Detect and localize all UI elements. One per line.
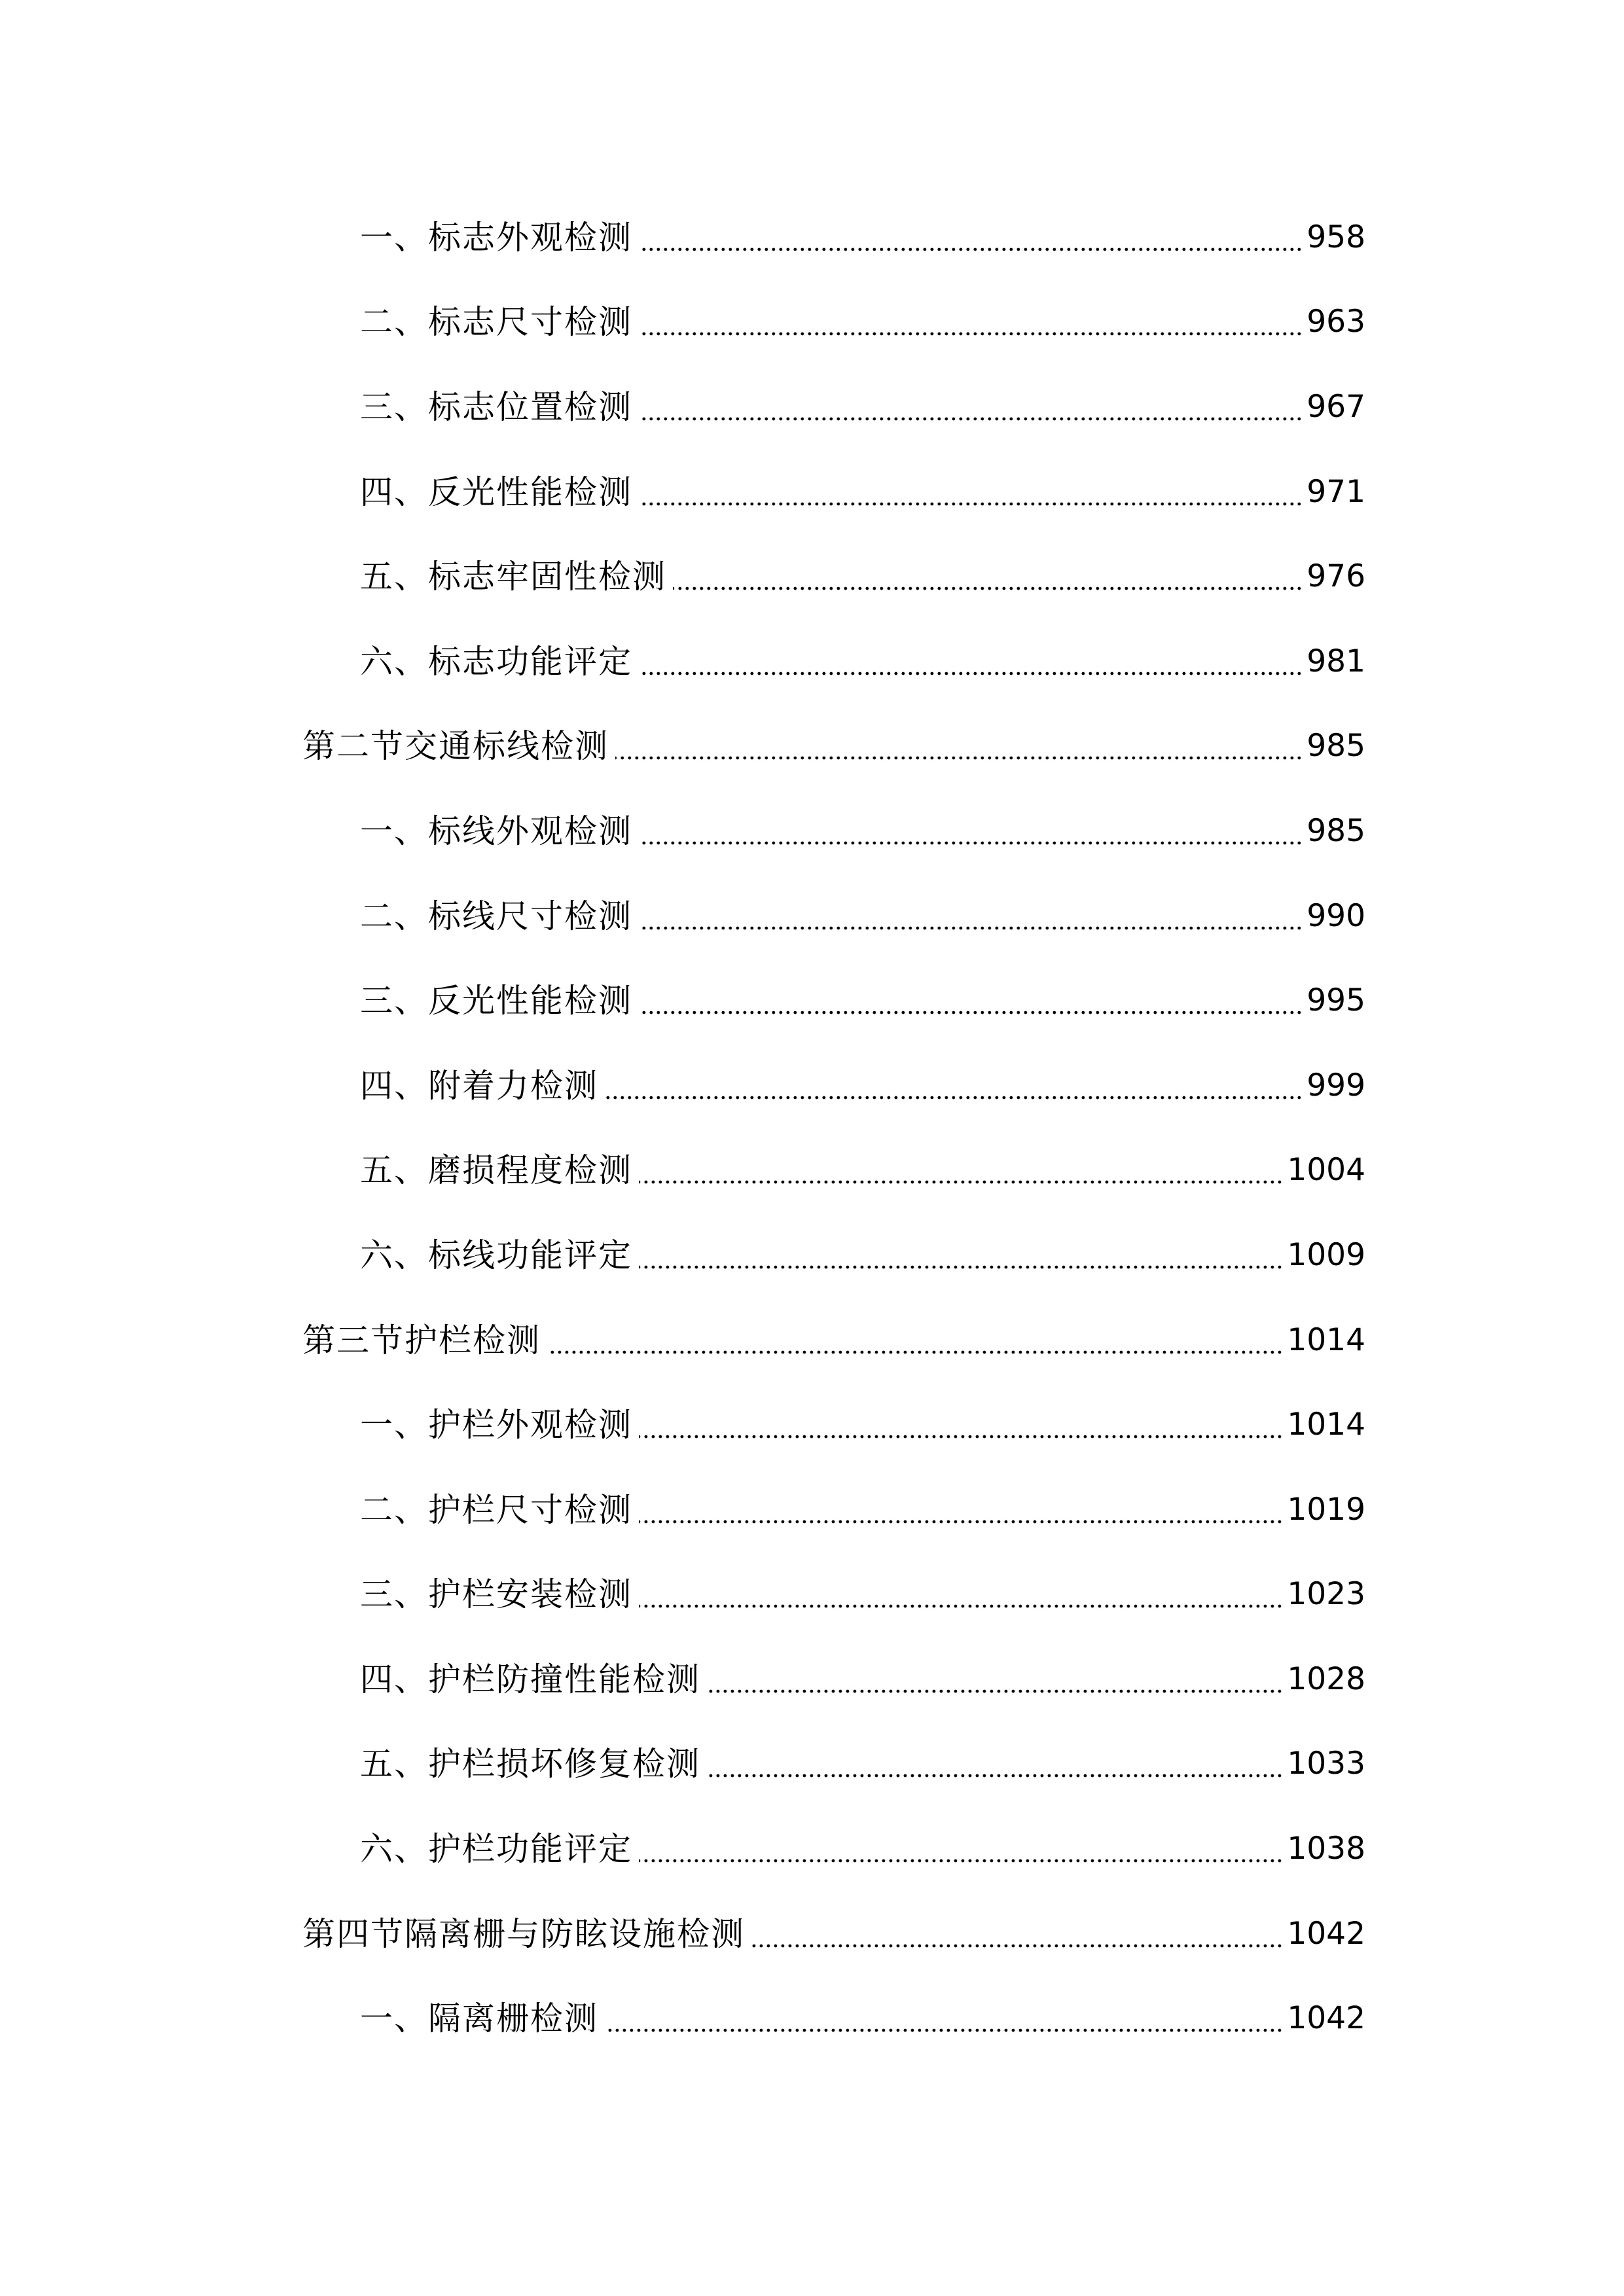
toc-dot-leader	[639, 1604, 1283, 1609]
toc-entry-page: 1028	[1287, 1660, 1365, 1697]
toc-entry-page: 990	[1307, 897, 1365, 934]
toc-entry-page: 1033	[1287, 1746, 1365, 1782]
toc-entry-title: 六、标线功能评定	[360, 1236, 632, 1274]
toc-entry[interactable]	[0, 1976, 1624, 2061]
toc-entry[interactable]	[0, 789, 1624, 874]
toc-dot-leader	[639, 1858, 1283, 1863]
toc-entry[interactable]	[0, 1637, 1624, 1722]
toc-entry[interactable]	[0, 958, 1624, 1043]
toc-entry-title: 第四节隔离栅与防眩设施检测	[302, 1914, 745, 1953]
toc-entry-title: 三、标志位置检测	[360, 387, 632, 426]
toc-entry-title: 六、护栏功能评定	[360, 1830, 632, 1869]
toc-entry-title: 二、标志尺寸检测	[360, 303, 632, 342]
toc-entry-page: 1019	[1287, 1491, 1365, 1528]
toc-dot-leader	[639, 331, 1303, 336]
toc-dot-leader	[639, 501, 1303, 507]
toc-entry-page: 985	[1307, 728, 1365, 764]
toc-dot-leader	[615, 755, 1303, 761]
toc-entry-title: 二、护栏尺寸检测	[360, 1490, 632, 1529]
toc-entry[interactable]	[0, 534, 1624, 619]
toc-entry-title: 二、标线尺寸检测	[360, 897, 632, 935]
toc-entry[interactable]	[0, 280, 1624, 365]
toc-dot-leader	[639, 671, 1303, 676]
toc-entry-page: 967	[1307, 388, 1365, 425]
toc-entry-title: 一、标线外观检测	[360, 812, 632, 850]
toc-entry-page: 981	[1307, 643, 1365, 679]
toc-section-entry[interactable]	[0, 1892, 1624, 1977]
toc-entry-page: 995	[1307, 982, 1365, 1019]
toc-dot-leader	[639, 1265, 1283, 1270]
toc-entry-title: 六、标志功能评定	[360, 642, 632, 681]
toc-dot-leader	[605, 2028, 1283, 2033]
toc-dot-leader	[605, 1095, 1303, 1100]
toc-dot-leader	[639, 1179, 1283, 1185]
toc-entry-page: 1014	[1287, 1407, 1365, 1443]
toc-entry-page: 1042	[1287, 1915, 1365, 1952]
toc-dot-leader	[639, 1010, 1303, 1015]
toc-dot-leader	[639, 1519, 1283, 1524]
toc-dot-leader	[707, 1773, 1283, 1778]
toc-entry-page: 1009	[1287, 1236, 1365, 1273]
toc-entry-page: 1014	[1287, 1321, 1365, 1358]
toc-entry-title: 一、护栏外观检测	[360, 1406, 632, 1444]
toc-dot-leader	[639, 925, 1303, 931]
table-of-contents	[0, 195, 1624, 2061]
toc-dot-leader	[639, 1434, 1283, 1439]
toc-entry[interactable]	[0, 619, 1624, 704]
toc-entry-title: 三、护栏安装检测	[360, 1575, 632, 1614]
toc-dot-leader	[639, 840, 1303, 846]
toc-entry[interactable]	[0, 1213, 1624, 1298]
toc-entry[interactable]	[0, 874, 1624, 959]
toc-entry[interactable]	[0, 365, 1624, 450]
toc-dot-leader	[751, 1943, 1283, 1948]
toc-entry-title: 四、附着力检测	[360, 1066, 598, 1105]
toc-entry[interactable]	[0, 1552, 1624, 1638]
toc-entry-title: 五、标志牢固性检测	[360, 558, 666, 596]
toc-entry[interactable]	[0, 1722, 1624, 1807]
toc-dot-leader	[639, 247, 1303, 252]
toc-entry-page: 976	[1307, 558, 1365, 595]
toc-entry[interactable]	[0, 1043, 1624, 1128]
toc-entry-page: 958	[1307, 219, 1365, 255]
toc-entry-page: 1023	[1287, 1576, 1365, 1613]
toc-dot-leader	[707, 1689, 1283, 1694]
toc-dot-leader	[673, 586, 1303, 591]
toc-entry[interactable]	[0, 1467, 1624, 1552]
toc-entry-page: 971	[1307, 473, 1365, 510]
toc-entry-title: 第三节护栏检测	[302, 1321, 541, 1359]
toc-entry-page: 1004	[1287, 1152, 1365, 1189]
toc-entry[interactable]	[0, 195, 1624, 280]
toc-section-entry[interactable]	[0, 1298, 1624, 1383]
toc-entry-page: 1042	[1287, 2000, 1365, 2037]
toc-entry[interactable]	[0, 1128, 1624, 1213]
toc-entry-page: 1038	[1287, 1831, 1365, 1867]
toc-dot-leader	[547, 1350, 1283, 1355]
toc-entry-title: 一、隔离栅检测	[360, 2000, 598, 2038]
toc-entry-page: 985	[1307, 812, 1365, 849]
toc-entry-title: 第二节交通标线检测	[302, 727, 609, 766]
toc-section-entry[interactable]	[0, 704, 1624, 789]
toc-entry[interactable]	[0, 1806, 1624, 1892]
toc-entry-title: 一、标志外观检测	[360, 218, 632, 257]
toc-entry-title: 三、反光性能检测	[360, 982, 632, 1020]
toc-entry[interactable]	[0, 450, 1624, 535]
toc-entry-title: 五、磨损程度检测	[360, 1151, 632, 1190]
toc-entry[interactable]	[0, 1382, 1624, 1467]
toc-entry-page: 999	[1307, 1067, 1365, 1103]
toc-dot-leader	[639, 416, 1303, 422]
toc-entry-page: 963	[1307, 304, 1365, 340]
toc-entry-title: 五、护栏损坏修复检测	[360, 1745, 700, 1784]
toc-entry-title: 四、护栏防撞性能检测	[360, 1660, 700, 1698]
toc-entry-title: 四、反光性能检测	[360, 473, 632, 511]
